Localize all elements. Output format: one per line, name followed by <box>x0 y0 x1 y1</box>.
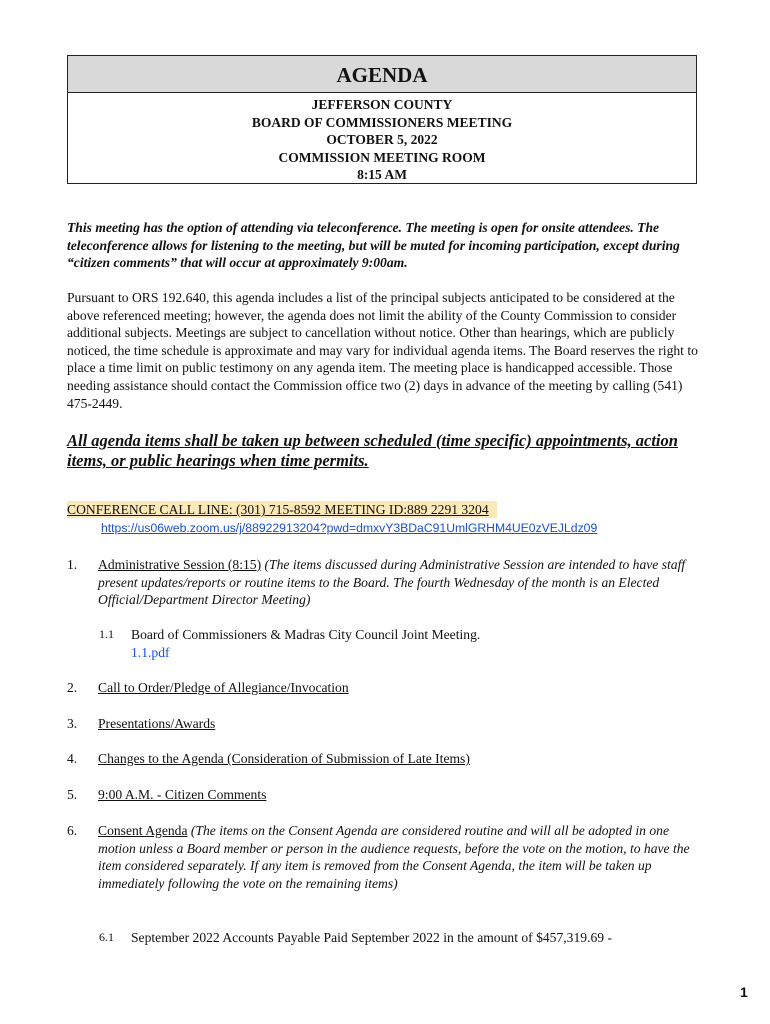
item-title: 9:00 A.M. - Citizen Comments <box>98 787 267 802</box>
agenda-title: AGENDA <box>68 56 696 93</box>
item-number: 3. <box>67 716 78 731</box>
board-name: BOARD OF COMMISSIONERS MEETING <box>251 114 513 130</box>
item-title: Consent Agenda <box>98 823 188 838</box>
county-name: JEFFERSON COUNTY <box>311 97 453 112</box>
teleconference-notice: This meeting has the option of attending via teleconference. The meeting is open for onsite attendees. The teleconference allows for listening to the meeting, but will be muted for incoming participation, except during “citizen comments” that will occur at approximately 9:00am. <box>67 220 680 271</box>
ors-paragraph: Pursuant to ORS 192.640, this agenda includes a list of the principal subjects anticipated to be considered at the above referenced meeting; however, the agenda does not limit the ability of the County Commission to consider additional subjects. Meetings are subject to cancellation without notice. Other than hearings, which are publicly noticed, the time schedule is approximate and may vary for individual agenda items. The Board reserves the right to place a time limit on public testimony on any agenda item. The meeting place is handicapped accessible. Those needing assistance should contact the Commission office two (2) days in advance of the meeting by calling (541) 475-2449. <box>67 290 698 411</box>
page-number: 1 <box>740 984 748 1000</box>
meeting-info <box>68 93 696 184</box>
subitem-number: 6.1 <box>99 930 114 944</box>
agenda-header-box <box>67 55 697 184</box>
item-number: 5. <box>67 787 78 802</box>
item-description-continued: immediately following the vote on the remaining items) <box>98 875 398 891</box>
subitem-text: Board of Commissioners & Madras City Council Joint Meeting. <box>131 627 481 642</box>
meeting-room: COMMISSION MEETING ROOM <box>278 149 486 165</box>
item-number: 2. <box>67 680 78 695</box>
item-number: 4. <box>67 751 78 766</box>
item-title: Administrative Session (8:15) <box>98 557 262 572</box>
item-number: 1. <box>67 557 78 572</box>
item-title: Call to Order/Pledge of Allegiance/Invocation <box>98 680 349 695</box>
item-description: (The items discussed during Administrative Session are intended to have staff present updates/reports or routine items to the Board. The fourth Wednesday of the month is an Elected Official/Department Director Meeting) <box>98 557 686 608</box>
meeting-time: 8:15 AM <box>357 167 407 182</box>
item-title: Changes to the Agenda (Consideration of Submission of Late Items) <box>98 751 470 766</box>
meeting-date: OCTOBER 5, 2022 <box>326 132 438 147</box>
subitem-text: September 2022 Accounts Payable Paid September 2022 in the amount of $457,319.69 - <box>131 930 612 945</box>
subitem-number: 1.1 <box>99 627 114 641</box>
time-permits-statement: All agenda items shall be taken up between scheduled (time specific) appointments, action items, or public hearings when time permits. <box>67 431 678 470</box>
pdf-attachment-link[interactable]: 1.1.pdf <box>131 644 170 660</box>
zoom-meeting-link[interactable]: https://us06web.zoom.us/j/88922913204?pwd=dmxvY3BDaC91UmlGRHM4UE0zVEJLdz09 <box>101 521 598 535</box>
item-number: 6. <box>67 823 78 838</box>
conference-call-line: CONFERENCE CALL LINE: (301) 715-8592 MEETING ID:889 2291 3204 <box>67 501 497 518</box>
item-description: (The items on the Consent Agenda are considered routine and will all be adopted in one motion unless a Board member or person in the audience requests, before the vote on the motion, to have the item considered separately. If any item is removed from the Consent Agenda, the item will be taken up <box>98 823 690 874</box>
item-title: Presentations/Awards <box>98 716 216 731</box>
